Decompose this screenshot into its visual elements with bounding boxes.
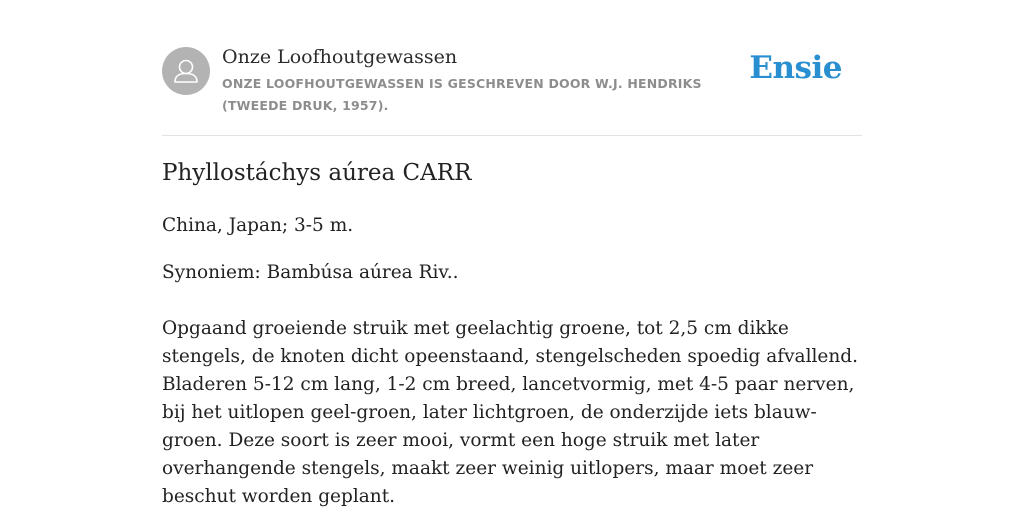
entry-region: China, Japan; 3-5 m. — [162, 215, 354, 236]
page-container — [162, 0, 862, 507]
entry-synonym: Synoniem: Bambúsa aúrea Riv.. — [162, 262, 459, 283]
source-description: ONZE LOOFHOUTGEWASSEN IS GESCHREVEN DOOR W.J. HENDRIKS (TWEEDE DRUK, 1957). — [222, 76, 702, 113]
user-icon — [162, 47, 210, 95]
source-avatar[interactable] — [162, 47, 210, 95]
source-title[interactable]: Onze Loofhoutgewassen — [222, 46, 458, 68]
source-header — [162, 0, 862, 136]
entry-description: Opgaand groeiende struik met geelachtig groene, tot 2,5 cm dikke stengels, de knoten dicht opeenstaand, stengelscheden spoedig afvallend. Bladeren 5-12 cm lang, 1-2 cm breed, lancetvormig, met 4-5 paar nerven, bij het uitlopen geel-groen, later lichtgroen, de onderzijde iets blauw-groen. Deze soort is zeer mooi, vormt een hoge struik met later overhangende stengels, maakt zeer weinig uitlopers, maar moet zeer beschut worden geplant. — [162, 318, 858, 507]
entry-title: Phyllostáchys aúrea CARR — [162, 160, 472, 186]
ensie-logo[interactable]: Ensie — [749, 50, 842, 86]
